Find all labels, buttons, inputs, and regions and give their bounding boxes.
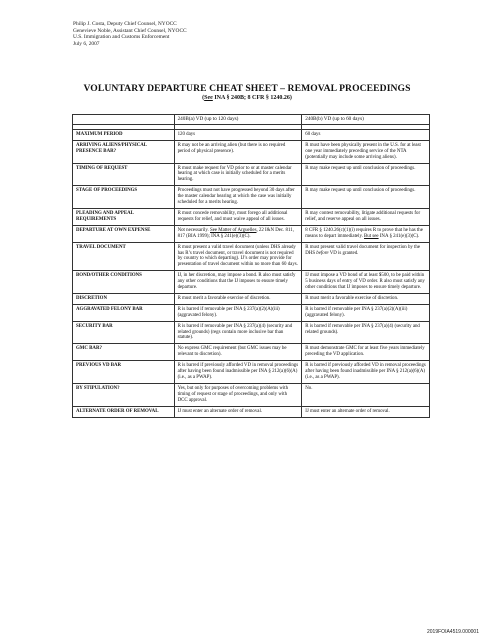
cell-240b-b: R must merit a favorable exercise of discretion. bbox=[302, 293, 430, 304]
cell-240b-b: R must demonstrate GMC for at least five years immediately preceding the VD application. bbox=[302, 344, 430, 361]
cell-240b-b: IJ must impose a VD bond of at least $500, to be paid within 5 business days of entry of VD order. R also must satisfy any other conditions that IJ imposes to ensure timely departure. bbox=[302, 271, 430, 294]
cell-240b-b: R may make request up until conclusion of proceedings. bbox=[302, 186, 430, 209]
row-label: TRAVEL DOCUMENT bbox=[73, 242, 175, 271]
table-row bbox=[73, 129, 430, 140]
cell-240b-a: Proceedings must not have progressed beyond 30 days after the master calendar hearing at which the case was initially scheduled for a merits hearing. bbox=[174, 186, 302, 209]
table-row bbox=[73, 140, 430, 163]
cell-text: , 22 I&N Dec. 811, 817 (BIA 1999); INA § 241(e)(3)(C). bbox=[177, 227, 294, 239]
cell-240b-b: R is barred if removable per INA § 237(a)(2)(A)(iii) (aggravated felony). bbox=[302, 304, 430, 321]
cell-240b-a: R must present a valid travel document (unless DHS already has R’s travel document, or travel document is not required by country to which departing). IJ’s order may provide for presentation of travel document within no more than 60 days. bbox=[174, 242, 302, 271]
row-label: ALTERNATE ORDER OF REMOVAL bbox=[73, 406, 175, 417]
cell-240b-b: 60 days bbox=[302, 129, 430, 140]
author-header bbox=[73, 21, 187, 47]
cell-text: INA § 241(e)(3)(C). bbox=[378, 233, 420, 239]
table-row bbox=[73, 361, 430, 384]
table-row bbox=[73, 163, 430, 186]
document-title: VOLUNTARY DEPARTURE CHEAT SHEET – REMOVAL PROCEEDINGS bbox=[83, 83, 411, 94]
bates-number: 2019FOIA4519.000001 bbox=[427, 629, 479, 635]
cell-text: 8 CFR § 1240.26(c)(1)(i) requires R to prove that he has the means to depart immediately. bbox=[305, 227, 423, 239]
cell-text: Not necessarily. bbox=[177, 227, 210, 233]
header-date: July 6, 2007 bbox=[73, 40, 100, 47]
cell-text: VD is granted. bbox=[328, 250, 359, 256]
row-label: STAGE OF PROCEEDINGS bbox=[73, 186, 175, 209]
cell-240b-a: IJ must enter an alternate order of removal. bbox=[174, 406, 302, 417]
cell-240b-a: IJ, in her discretion, may impose a bond. R also must satisfy any other conditions that the IJ imposes to ensure timely departure. bbox=[174, 271, 302, 294]
row-label: MAXIMUM PERIOD bbox=[73, 129, 175, 140]
table-row bbox=[73, 208, 430, 225]
document-subtitle bbox=[0, 95, 494, 101]
emphasis-text: before bbox=[316, 250, 329, 256]
table-row bbox=[73, 293, 430, 304]
cell-240b-b: IJ must enter an alternate order of removal. bbox=[302, 406, 430, 417]
cell-text: R must present valid travel document for inspection by the DHS bbox=[305, 244, 421, 256]
table-row bbox=[73, 271, 430, 294]
cell-240b-a: No express GMC requirement (but GMC issues may be relevant to discretion). bbox=[174, 344, 302, 361]
cell-240b-b: R is barred if removable per INA § 237(a)(4) (security and related grounds). bbox=[302, 321, 430, 344]
table-row bbox=[73, 186, 430, 209]
cell-240b-a: R must make request for VD prior to or at master calendar hearing at which case is initially scheduled for a merits hearing. bbox=[174, 163, 302, 186]
row-label: DISCRETION bbox=[73, 293, 175, 304]
table-row bbox=[73, 321, 430, 344]
row-label: ARRIVING ALIENS/PHYSICAL PRESENCE BAR? bbox=[73, 140, 175, 163]
row-label: PREVIOUS VD BAR bbox=[73, 361, 175, 384]
row-label: BY STIPULATION? bbox=[73, 383, 175, 406]
row-label: GMC BAR? bbox=[73, 344, 175, 361]
subtitle-rest: INA § 240B; 8 CFR § 1240.26) bbox=[212, 95, 292, 101]
row-label: BOND/OTHER CONDITIONS bbox=[73, 271, 175, 294]
header-cell-empty bbox=[73, 115, 175, 125]
cell-240b-b: R is barred if previously afforded VD in removal proceedings after having been found inadmissible per INA § 212(a)(6)(A) (i.e., as a PWAP). bbox=[302, 361, 430, 384]
header-cell-240b-a: 240B(a) VD (up to 120 days) bbox=[174, 115, 302, 125]
row-label: DEPARTURE AT OWN EXPENSE bbox=[73, 225, 175, 242]
cell-240b-a: R is barred if removable per INA § 237(a)(4) (security and related grounds) (regs contain more inclusive bar than statute). bbox=[174, 321, 302, 344]
row-label: AGGRAVATED FELONY BAR bbox=[73, 304, 175, 321]
cell-240b-a: R is barred if previously afforded VD in removal proceedings after having been found inadmissible per INA § 212(a)(6)(A) (i.e., as a PWAP). bbox=[174, 361, 302, 384]
row-label: PLEADING AND APPEAL REQUIREMENTS bbox=[73, 208, 175, 225]
header-line: Philip J. Costa, Deputy Chief Counsel, NYOCC bbox=[73, 21, 177, 27]
cell-240b-a: Yes, but only for purposes of overcoming problems with timing of request or stage of proceedings, and only with DCC approval. bbox=[174, 383, 302, 406]
cell-240b-a: 120 days bbox=[174, 129, 302, 140]
row-label: SECURITY BAR bbox=[73, 321, 175, 344]
cell-240b-b bbox=[302, 242, 430, 271]
table-row bbox=[73, 304, 430, 321]
cell-240b-a: R must concede removability, must forego all additional requests for relief, and must waive appeal of all issues. bbox=[174, 208, 302, 225]
cell-240b-b: No. bbox=[302, 383, 430, 406]
table-header-row bbox=[73, 115, 430, 125]
header-line: U.S. Immigration and Customs Enforcement bbox=[73, 34, 170, 40]
cell-240b-a: R may not be an arriving alien (but there is no required period of physical presence). bbox=[174, 140, 302, 163]
header-line: Genevieve Noble, Assistant Chief Counsel, NYOCC bbox=[73, 27, 187, 34]
cell-240b-b: R must have been physically present in the U.S. for at least one year immediately preceding service of the NTA (potentially may include some arriving aliens). bbox=[302, 140, 430, 163]
table-row bbox=[73, 406, 430, 417]
cell-240b-a bbox=[174, 225, 302, 242]
cell-240b-b: R may contest removability, litigate additional requests for relief, and reserve appeal on all issues. bbox=[302, 208, 430, 225]
subtitle-see: See bbox=[204, 95, 213, 101]
cell-240b-a: R is barred if removable per INA § 237(a)(2)(A)(iii) (aggravated felony). bbox=[174, 304, 302, 321]
table-row bbox=[73, 242, 430, 271]
header-cell-240b-b: 240B(b) VD (up to 60 days) bbox=[302, 115, 430, 125]
comparison-table bbox=[72, 114, 430, 418]
subtitle-open: ( bbox=[202, 95, 205, 101]
table-row bbox=[73, 225, 430, 242]
table-row bbox=[73, 344, 430, 361]
cell-240b-b: R may make request up until conclusion of proceedings. bbox=[302, 163, 430, 186]
cell-240b-a: R must merit a favorable exercise of discretion. bbox=[174, 293, 302, 304]
cell-240b-b bbox=[302, 225, 430, 242]
case-citation-link: See Matter of Arguelles bbox=[209, 227, 257, 233]
but-see-signal: But see bbox=[364, 233, 379, 239]
table-row bbox=[73, 383, 430, 406]
row-label: TIMING OF REQUEST bbox=[73, 163, 175, 186]
